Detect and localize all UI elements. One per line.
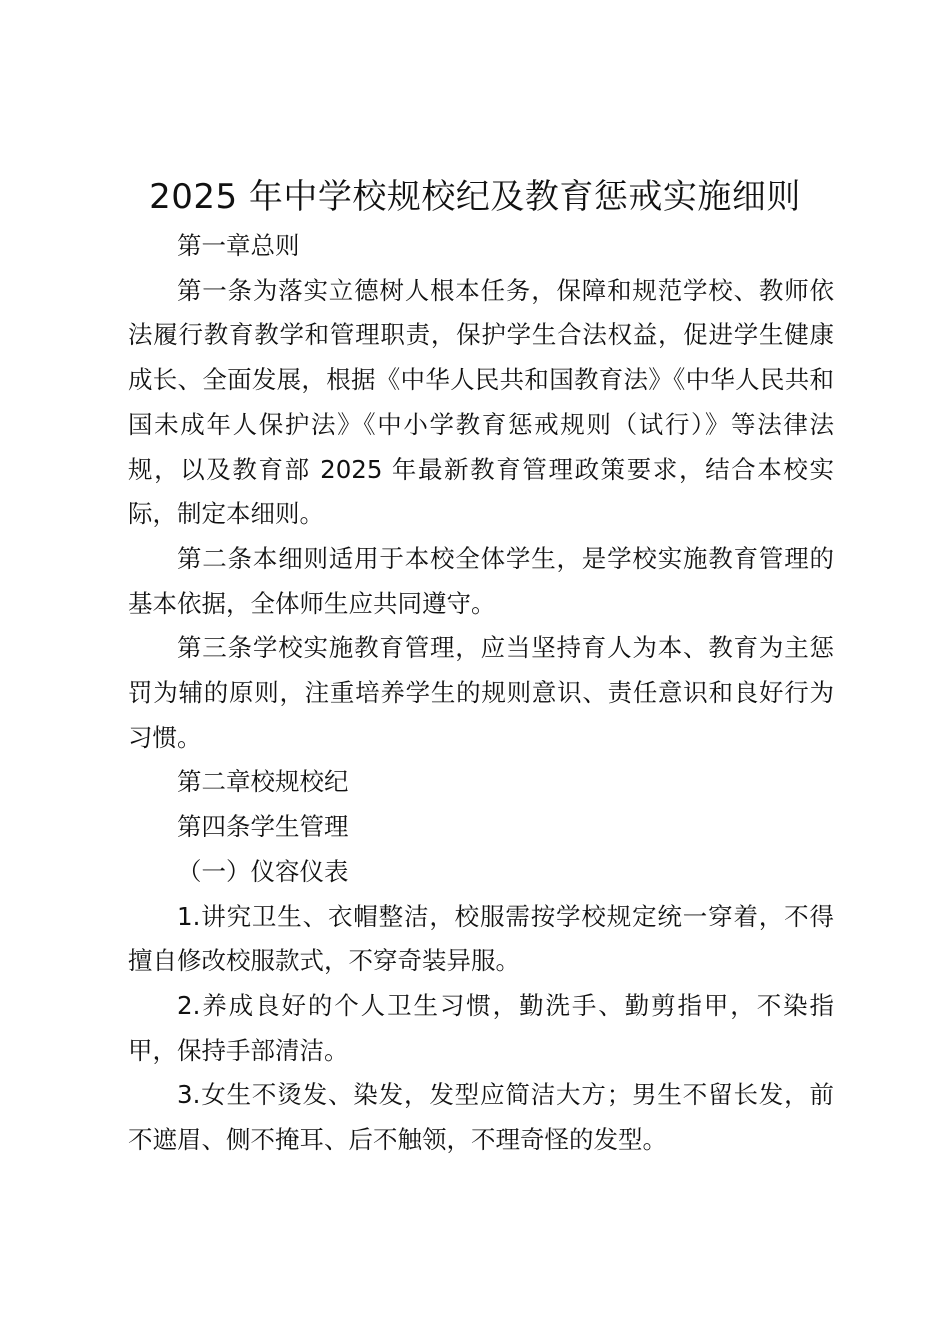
chapter-heading-1: 第一章总则 — [177, 231, 300, 260]
article-2: 第二条本细则适用于本校全体学生，是学校实施教育管理的基本依据，全体师生应共同遵守。 — [128, 543, 834, 618]
rule-item-2: 2.养成良好的个人卫生习惯，勤洗手、勤剪指甲，不染指甲，保持手部清洁。 — [128, 990, 834, 1065]
section-heading-1: （一）仪容仪表 — [177, 856, 349, 886]
article-4-heading: 第四条学生管理 — [177, 812, 349, 842]
article-1: 第一条为落实立德树人根本任务，保障和规范学校、教师依法履行教育教学和管理职责，保护学生合法权益，促进学生健康成长、全面发展，根据《中华人民共和国教育法》《中华人民共和国未成年人保护法》《中小学教育惩戒规则（试行）》等法律法规，以及教育部 2025 年最新教育管理政策要求，结合本校实际，制定本细则。 — [128, 275, 834, 529]
rule-item-3: 3.女生不烫发、染发，发型应简洁大方；男生不留长发，前不遮眉、侧不掩耳、后不触领，不理奇怪的发型。 — [128, 1080, 834, 1155]
chapter-heading-2: 第二章校规校纪 — [177, 767, 349, 797]
document-body — [128, 224, 834, 1163]
rule-item-1: 1.讲究卫生、衣帽整洁，校服需按学校规定统一穿着，不得擅自修改校服款式，不穿奇装异服。 — [128, 901, 834, 976]
article-3: 第三条学校实施教育管理，应当坚持育人为本、教育为主惩罚为辅的原则，注重培养学生的规则意识、责任意识和良好行为习惯。 — [128, 633, 834, 752]
document-title: 2025 年中学校规校纪及教育惩戒实施细则 — [149, 177, 801, 217]
